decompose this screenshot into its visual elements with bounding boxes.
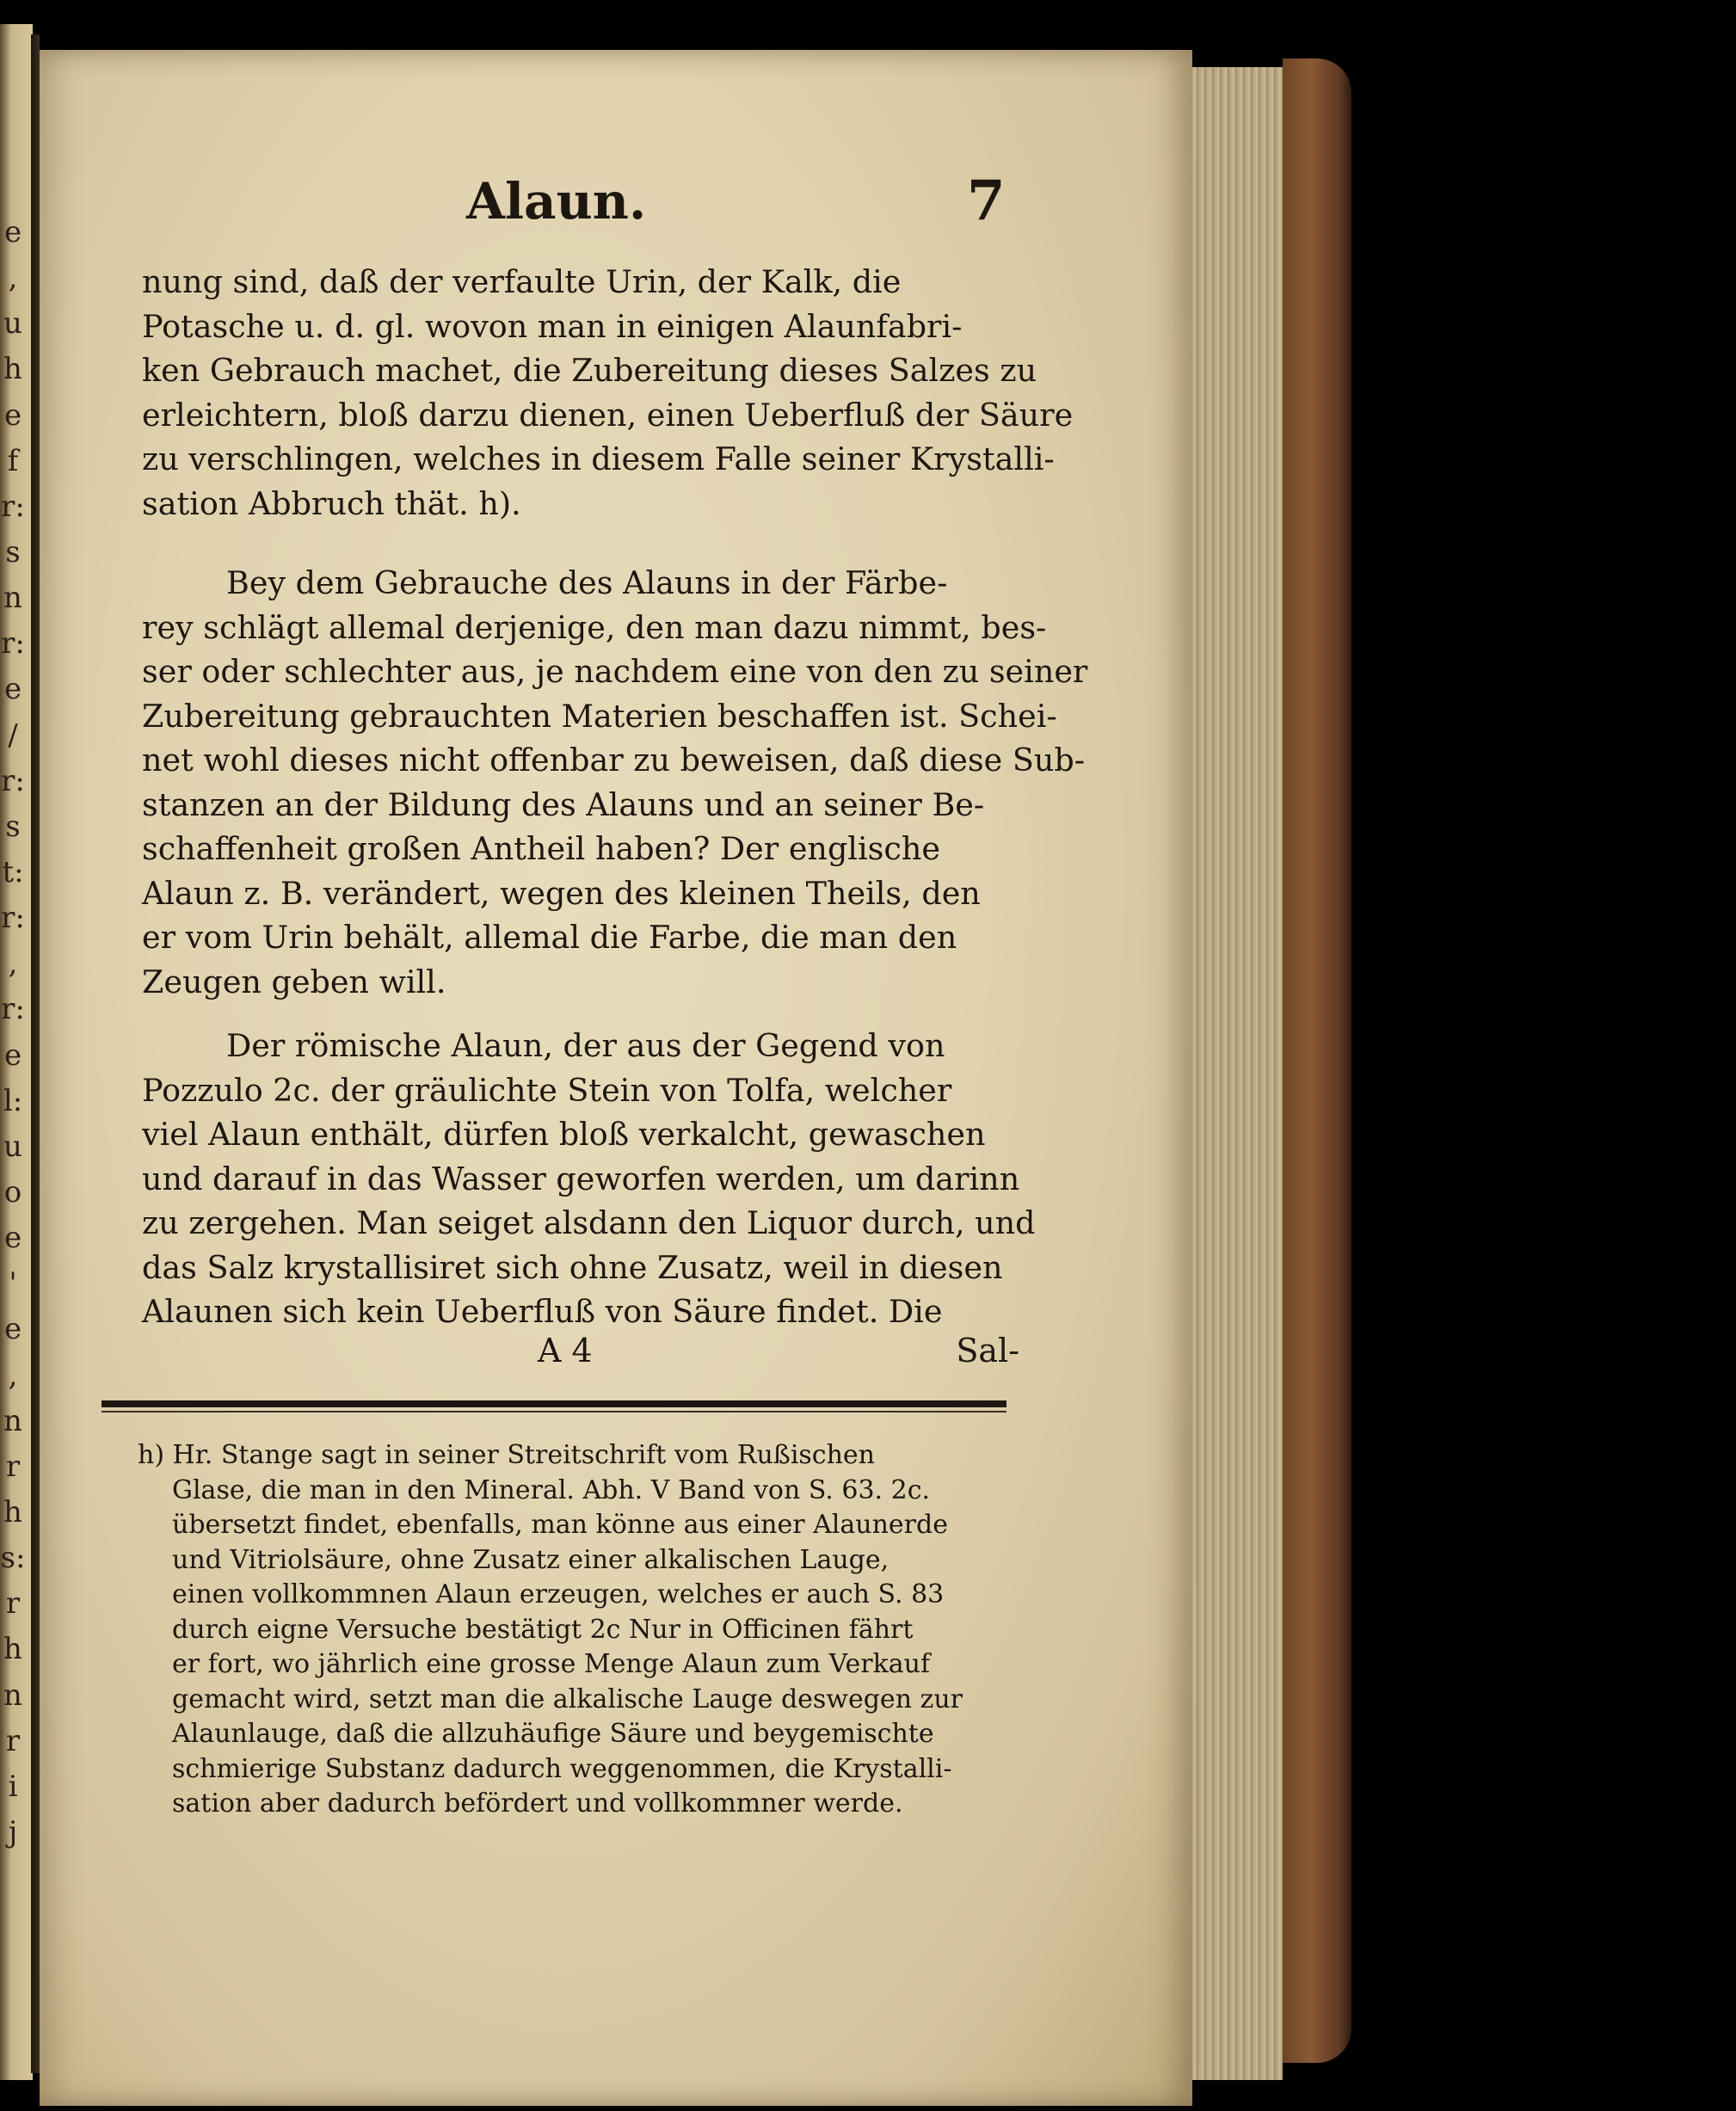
left-page-glyph: / (8, 717, 18, 753)
left-page-glyph: i (8, 1769, 18, 1804)
left-page-glyph: e (3, 1312, 22, 1347)
left-page-glyph: e (3, 397, 22, 433)
left-page-glyph: r: (1, 489, 25, 524)
left-page-glyph: r: (1, 763, 25, 798)
text-line: Alaunen sich kein Ueberfluß von Säure findet. Die (142, 1293, 943, 1330)
footnote-line: und Vitriolsäure, ohne Zusatz einer alkalischen Lauge, (172, 1544, 890, 1575)
left-page-glyph: u (3, 1129, 22, 1164)
catchword: Sal- (956, 1332, 1019, 1369)
left-page-glyph: n (3, 1403, 22, 1438)
footnote-rule-thin (102, 1411, 1007, 1412)
left-page-glyph: r: (1, 901, 25, 936)
left-page-glyphs (0, 215, 26, 1849)
left-page-glyph: r (5, 1723, 21, 1758)
left-page-glyph: t: (2, 854, 24, 889)
footnote-line: Glase, die man in den Mineral. Abh. V Band von S. 63. 2c. (172, 1474, 931, 1505)
text-line: Zubereitung gebrauchten Materien beschaffen ist. Schei- (142, 697, 1057, 735)
left-page-glyph: e (3, 1221, 22, 1256)
text-line: stanzen an der Bildung des Alauns und an seiner Be- (142, 785, 985, 823)
paragraph-2 (142, 561, 1088, 1004)
text-line: zu verschlingen, welches in diesem Falle seiner Krystalli- (142, 440, 1055, 477)
left-page-glyph: n (3, 1677, 22, 1713)
left-page-glyph: r (5, 1449, 21, 1484)
text-line: Der römische Alaun, der aus der Gegend von (226, 1027, 945, 1064)
text-line: net wohl dieses nicht offenbar zu beweisen, daß diese Sub- (142, 742, 1086, 779)
text-line: viel Alaun enthält, dürfen bloß verkalcht, gewaschen (142, 1116, 986, 1153)
text-line: ser oder schlechter aus, je nachdem eine von den zu seiner (142, 653, 1088, 690)
left-page-glyph: h (3, 1494, 22, 1529)
leather-cover (1283, 58, 1351, 2063)
text-line: erleichtern, bloß darzu dienen, einen Ueberfluß der Säure (142, 396, 1074, 434)
left-page-glyph: e (3, 672, 22, 707)
left-page-glyph: r: (1, 626, 25, 662)
footnote (138, 1438, 1024, 1822)
left-page-glyph: , (8, 946, 18, 982)
paragraph-1 (142, 260, 1074, 526)
left-page-glyph: , (8, 1357, 18, 1393)
running-head: Alaun. (466, 172, 647, 231)
text-line: und darauf in das Wasser geworfen werden, um darinn (142, 1160, 1020, 1197)
text-line: sation Abbruch thät. h). (142, 484, 521, 522)
left-page-glyph: u (3, 306, 22, 342)
text-line: ken Gebrauch machet, die Zubereitung dieses Salzes zu (142, 352, 1037, 389)
left-page-glyph: o (3, 1174, 22, 1209)
paragraph-3 (142, 1024, 1036, 1334)
left-page-glyph: l: (3, 1083, 23, 1118)
left-page-glyph: s (5, 809, 21, 844)
footnote-line: h) Hr. Stange sagt in seiner Streitschrift vom Rußischen (138, 1440, 876, 1470)
text-line: nung sind, daß der verfaulte Urin, der Kalk, die (142, 263, 902, 300)
text-line: das Salz krystallisiret sich ohne Zusatz, weil in diesen (142, 1248, 1003, 1286)
footnote-line: durch eigne Versuche bestätigt 2c Nur in Officinen fährt (172, 1614, 914, 1645)
left-page-glyph: e (3, 215, 22, 249)
left-page-glyph: r (5, 1586, 21, 1622)
page-number: 7 (967, 169, 1006, 233)
footnote-line: er fort, wo jährlich eine grosse Menge Alaun zum Verkauf (172, 1649, 931, 1679)
footnote-line: übersetzt findet, ebenfalls, man könne aus einer Alaunerde (172, 1510, 948, 1540)
text-line: er vom Urin behält, allemal die Farbe, die man den (142, 919, 957, 956)
left-page-glyph: h (3, 352, 22, 387)
footnote-rule (102, 1400, 1007, 1407)
footnote-line: schmierige Substanz dadurch weggenommen, die Krystalli- (172, 1753, 952, 1784)
book-gutter (31, 34, 40, 2073)
text-line: schaffenheit großen Antheil haben? Der englische (142, 830, 940, 867)
text-line: Zeugen geben will. (142, 963, 446, 1000)
signature-mark: A 4 (538, 1332, 593, 1369)
footnote-line: gemacht wird, setzt man die alkalische Lauge deswegen zur (172, 1683, 963, 1714)
page-block-edge (1192, 67, 1283, 2080)
text-line: Potasche u. d. gl. wovon man in einigen Alaunfabri- (142, 307, 963, 345)
left-page-glyph: , (8, 261, 18, 296)
text-line: Alaun z. B. verändert, wegen des kleinen Theils, den (142, 874, 981, 912)
left-page-glyph: n (3, 581, 22, 616)
left-page-glyph: f (7, 443, 19, 478)
footnote-line: sation aber dadurch befördert und vollkommner werde. (172, 1788, 903, 1819)
left-page-glyph: s (5, 534, 21, 569)
left-page-glyph: h (3, 1632, 22, 1667)
left-page-glyph: ' (9, 1266, 17, 1302)
left-page-glyph: j (8, 1814, 18, 1849)
left-page-glyph: s: (0, 1541, 26, 1576)
text-line: zu zergehen. Man seiget alsdann den Liquor durch, und (142, 1204, 1036, 1241)
text-line: Bey dem Gebrauche des Alauns in der Färbe- (226, 564, 948, 601)
text-line: Pozzulo 2c. der gräulichte Stein von Tolfa, welcher (142, 1071, 952, 1109)
left-page-glyph: r: (1, 992, 25, 1027)
left-page-glyph: e (3, 1037, 22, 1073)
footnote-line: Alaunlauge, daß die allzuhäufige Säure und beygemischte (172, 1719, 934, 1749)
text-line: rey schlägt allemal derjenige, den man dazu nimmt, bes- (142, 608, 1047, 646)
footnote-line: einen vollkommnen Alaun erzeugen, welches er auch S. 83 (172, 1579, 945, 1609)
